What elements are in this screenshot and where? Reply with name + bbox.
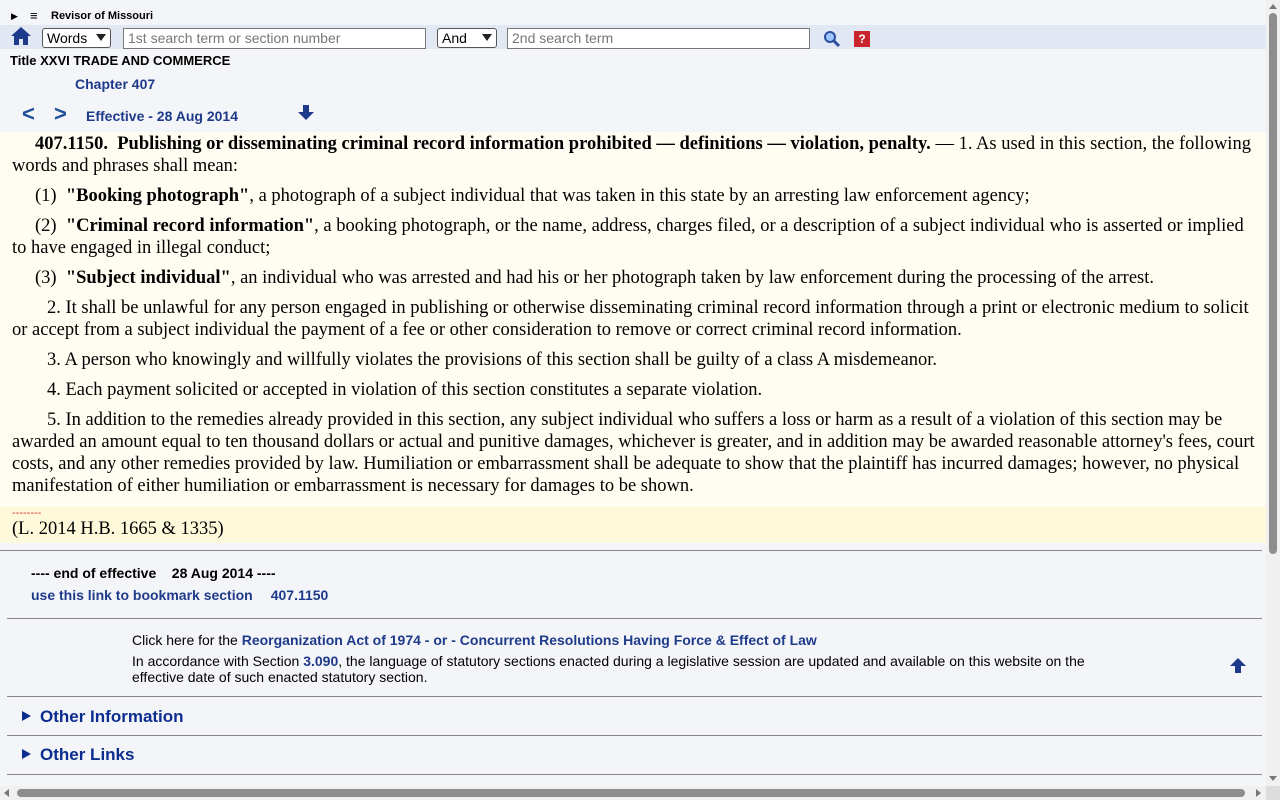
title-breadcrumb[interactable]: Title XXVI TRADE AND COMMERCE xyxy=(10,53,231,68)
search-bar xyxy=(0,25,1266,49)
subsection-4 xyxy=(12,379,1257,401)
divider xyxy=(7,696,1262,697)
subsection-text: 5. In addition to the remedies already provided in this section, any subject individual who suffers a loss or harm as a result of a violation of this section may be awarded an amount equal to ten thousand dollars or actual and punitive damages, whichever is greater, and in addition may be awarded reasonable attorney's fees, court costs, and any other remedies provided by law. Humiliation or embarrassment shall be adequate to show that the plaintiff has incurred damages; however, no physical manifestation of either humiliation or embarrassment is necessary for damages to be shown. xyxy=(12,410,1255,496)
bookmark-link[interactable] xyxy=(31,587,328,603)
subsection-text: 2. It shall be unlawful for any person engaged in publishing or otherwise disseminating criminal record information through a print or electronic medium to solicit or accept from a subject individual the payment of a fee or other consideration to remove or correct criminal record information. xyxy=(12,298,1249,340)
section-heading-paragraph xyxy=(12,133,1257,177)
reorganization-note xyxy=(132,632,817,648)
accordance-note xyxy=(132,653,1112,685)
other-information-toggle[interactable] xyxy=(22,707,184,727)
scroll-down-icon[interactable] xyxy=(1269,776,1277,781)
definition-text: , an individual who was arrested and had his or her photograph taken by law enforcement during the processing of the arrest. xyxy=(230,268,1155,288)
accord-suffix: , the language of statutory sections enacted during a legislative session are updated and available on this website on the effective date of such enacted statutory section. xyxy=(132,653,1085,685)
definition-number: (1) xyxy=(35,186,57,206)
divider xyxy=(7,774,1262,775)
definition-term: "Booking photograph" xyxy=(65,186,250,206)
subsection-text: 4. Each payment solicited or accepted in violation of this section constitutes a separate violation. xyxy=(47,380,763,400)
section-number: 407.1150. xyxy=(35,134,108,154)
divider xyxy=(7,735,1262,736)
definition-3 xyxy=(12,267,1257,289)
next-section-button[interactable]: > xyxy=(54,101,67,126)
definition-number: (2) xyxy=(35,216,57,236)
definition-text: , a photograph of a subject individual that was taken in this state by an arresting law enforcement agency; xyxy=(249,186,1030,206)
arrow-up-icon[interactable] xyxy=(1229,657,1247,673)
scroll-up-icon[interactable] xyxy=(1269,4,1277,9)
reorg-prefix: Click here for the xyxy=(132,632,242,648)
end-of-effective xyxy=(31,565,276,581)
first-search-placeholder: 1st search term or section number xyxy=(128,30,341,46)
first-search-input[interactable] xyxy=(123,28,426,49)
search-mode-value: Words xyxy=(47,30,88,46)
section-3090-link[interactable]: 3.090 xyxy=(303,653,339,669)
effective-date-link[interactable]: Effective - 28 Aug 2014 xyxy=(86,108,238,124)
other-information-label: Other Information xyxy=(40,707,184,726)
vertical-scroll-thumb[interactable] xyxy=(1269,13,1277,554)
menu-icon[interactable]: ≡ xyxy=(30,8,38,23)
disclosure-triangle-icon xyxy=(22,749,31,759)
disclosure-triangle-icon xyxy=(22,711,31,721)
subsection-3 xyxy=(12,349,1257,371)
history-divider: -------- xyxy=(12,507,42,519)
second-search-placeholder: 2nd search term xyxy=(512,30,614,46)
history-note xyxy=(0,507,1266,543)
horizontal-scrollbar[interactable] xyxy=(0,786,1266,800)
subsection-2 xyxy=(12,297,1257,341)
end-label: ---- end of effective xyxy=(31,565,157,581)
chapter-link[interactable]: Chapter 407 xyxy=(75,76,156,92)
top-header xyxy=(0,0,1266,24)
reorganization-act-link[interactable]: Reorganization Act of 1974 - or - Concurrent Resolutions Having Force & Effect of Law xyxy=(241,632,817,648)
search-operator-select[interactable] xyxy=(437,28,497,48)
other-links-label: Other Links xyxy=(40,745,135,764)
search-operator-value: And xyxy=(442,30,467,46)
help-button[interactable]: ? xyxy=(854,31,870,47)
definition-term: "Criminal record information" xyxy=(65,216,315,236)
expand-toggle[interactable]: ▶ xyxy=(11,11,18,21)
search-icon[interactable] xyxy=(823,30,841,48)
definition-2 xyxy=(12,215,1257,259)
arrow-down-icon[interactable] xyxy=(297,105,315,121)
scrollbar-corner xyxy=(1266,786,1280,800)
section-intro: — 1. As used in this section, the following words and phrases shall mean: xyxy=(12,134,1251,176)
bookmark-label: use this link to bookmark section xyxy=(31,587,253,603)
chevron-down-icon xyxy=(96,34,106,41)
subsection-text: 3. A person who knowingly and willfully violates the provisions of this section shall be guilty of a class A misdemeanor. xyxy=(47,350,937,370)
definition-number: (3) xyxy=(35,268,57,288)
bookmark-section-number: 407.1150 xyxy=(270,587,329,603)
scroll-left-icon[interactable] xyxy=(4,789,9,797)
search-mode-select[interactable] xyxy=(42,28,111,48)
end-date: 28 Aug 2014 ---- xyxy=(171,565,276,581)
history-text: (L. 2014 H.B. 1665 & 1335) xyxy=(12,519,224,539)
other-links-toggle[interactable] xyxy=(22,745,134,765)
divider xyxy=(7,618,1262,619)
previous-section-button[interactable]: < xyxy=(22,101,35,126)
scroll-right-icon[interactable] xyxy=(1256,789,1261,797)
definition-1 xyxy=(12,185,1257,207)
horizontal-scroll-thumb[interactable] xyxy=(17,789,1245,797)
subsection-5 xyxy=(12,409,1257,497)
home-icon[interactable] xyxy=(10,26,32,46)
second-search-input[interactable] xyxy=(507,28,810,49)
definition-text: , a booking photograph, or the name, address, charges filed, or a description of a subject individual who is asserted or implied to have engaged in illegal conduct; xyxy=(12,216,1244,258)
divider xyxy=(0,550,1262,551)
chevron-down-icon xyxy=(482,34,492,41)
section-heading: Publishing or disseminating criminal record information prohibited — definitions — violation, penalty. xyxy=(117,134,931,154)
vertical-scrollbar[interactable] xyxy=(1266,0,1280,800)
site-name[interactable]: Revisor of Missouri xyxy=(51,10,154,22)
statute-text xyxy=(0,132,1266,507)
accord-prefix: In accordance with Section xyxy=(132,653,304,669)
definition-term: "Subject individual" xyxy=(65,268,231,288)
